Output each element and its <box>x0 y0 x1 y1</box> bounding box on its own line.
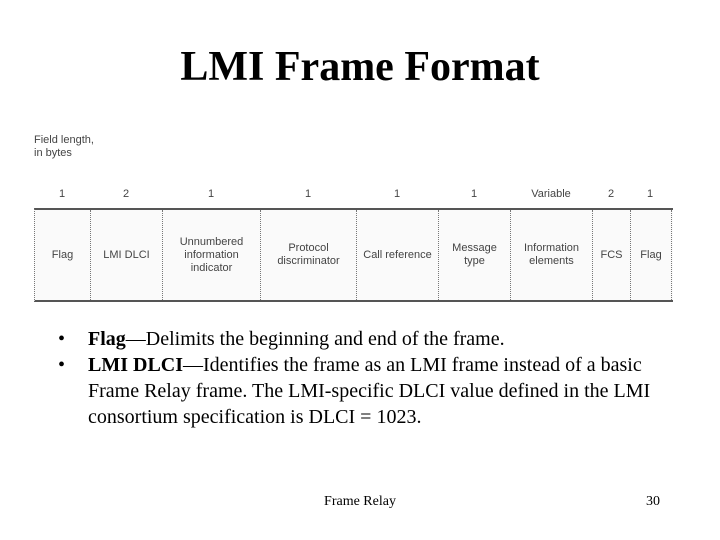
field-call-reference: Call reference <box>357 210 439 300</box>
bullet-term: Flag <box>88 328 126 350</box>
field-lmi-dlci: LMI DLCI <box>91 210 163 300</box>
slide-title: LMI Frame Format <box>180 44 540 90</box>
field-message-type: Message type <box>439 210 511 300</box>
footer-label: Frame Relay <box>324 494 396 509</box>
lmi-frame-diagram <box>34 134 674 302</box>
field-length-label-line1: Field length, <box>34 134 94 146</box>
bullet-text: —Identifies the frame as an LMI frame instead of a basic Frame Relay frame. The LMI-specific DLCI value defined in the LMI consortium specification is DLCI = 1023. <box>88 354 651 428</box>
field-flag-start: Flag <box>35 210 91 300</box>
bullet-marker: • <box>58 328 66 350</box>
bullet-item-lmi-dlci <box>58 352 678 430</box>
field-flag-end: Flag <box>631 210 672 300</box>
field-length-message-type: 1 <box>470 188 478 200</box>
bullet-text: —Delimits the beginning and end of the frame. <box>125 328 505 350</box>
bullet-list <box>58 326 678 430</box>
field-length-information-elements: Variable <box>531 188 571 200</box>
field-length-label <box>34 134 94 160</box>
field-fcs: FCS <box>593 210 631 300</box>
field-protocol-discriminator: Protocol discriminator <box>261 210 357 300</box>
field-length-fcs: 2 <box>607 188 615 200</box>
field-length-flag-start: 1 <box>58 188 66 200</box>
field-length-unnumbered-info: 1 <box>207 188 215 200</box>
field-information-elements: Information elements <box>511 210 593 300</box>
field-length-flag-end: 1 <box>646 188 654 200</box>
field-length-lmi-dlci: 2 <box>122 188 130 200</box>
bullet-term: LMI DLCI <box>88 354 184 376</box>
field-length-call-reference: 1 <box>393 188 401 200</box>
page-number: 30 <box>646 494 660 509</box>
bullet-marker: • <box>58 354 66 376</box>
field-unnumbered-info: Unnumbered information indicator <box>163 210 261 300</box>
frame-fields-row <box>34 208 673 302</box>
bullet-item-flag <box>58 326 678 352</box>
field-length-protocol-discriminator: 1 <box>304 188 312 200</box>
field-length-label-line2: in bytes <box>34 147 72 159</box>
